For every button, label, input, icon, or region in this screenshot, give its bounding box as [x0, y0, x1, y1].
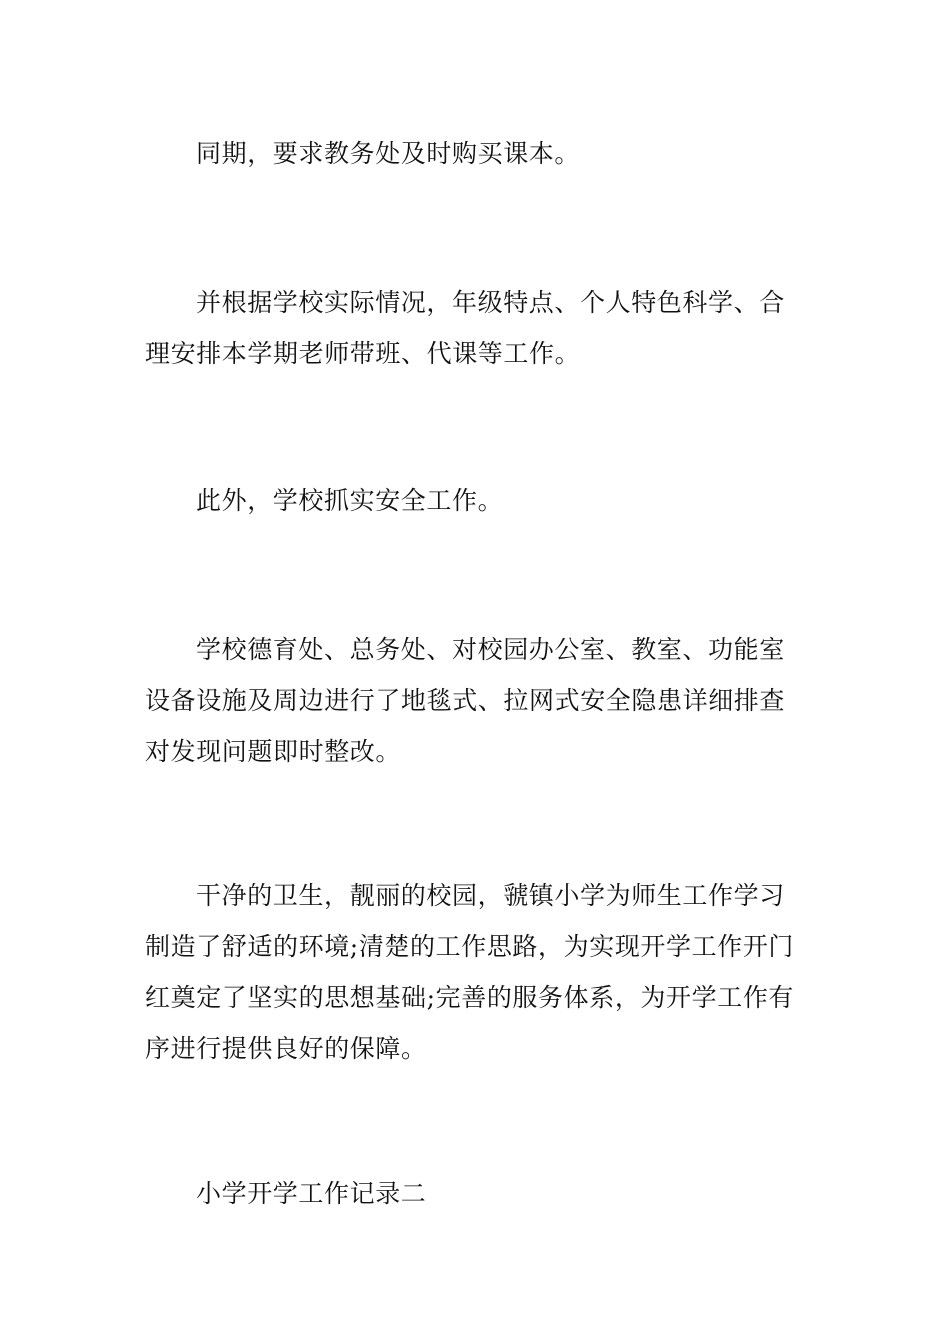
paragraph-4-line-1: 学校德育处、总务处、对校园办公室、教室、功能室 — [196, 635, 785, 664]
section-heading — [145, 1168, 810, 1219]
paragraph-2-line-1: 并根据学校实际情况，年级特点、个人特色科学、合 — [196, 288, 785, 317]
paragraph-5-line-4: 序进行提供良好的保障。 — [145, 1034, 427, 1063]
paragraph-2 — [145, 277, 810, 379]
paragraph-4-line-3: 对发现问题即时整改。 — [145, 737, 402, 766]
paragraph-3-line-1: 此外，学校抓实安全工作。 — [196, 486, 504, 515]
paragraph-5-line-3: 红奠定了坚实的思想基础;完善的服务体系，为开学工作有 — [145, 983, 795, 1012]
paragraph-5 — [145, 870, 810, 1074]
paragraph-1-line-1: 同期，要求教务处及时购买课本。 — [196, 139, 581, 168]
paragraph-5-line-2: 制造了舒适的环境;清楚的工作思路，为实现开学工作开门 — [145, 932, 795, 961]
section-heading-text: 小学开学工作记录二 — [196, 1179, 427, 1208]
paragraph-4 — [145, 624, 810, 777]
paragraph-3 — [145, 475, 810, 526]
paragraph-1 — [145, 128, 810, 179]
paragraph-2-line-2: 理安排本学期老师带班、代课等工作。 — [145, 339, 581, 368]
paragraph-5-line-1: 干净的卫生，靓丽的校园，虢镇小学为师生工作学习 — [196, 881, 785, 910]
paragraph-4-line-2: 设备设施及周边进行了地毯式、拉网式安全隐患详细排查 — [145, 686, 786, 715]
